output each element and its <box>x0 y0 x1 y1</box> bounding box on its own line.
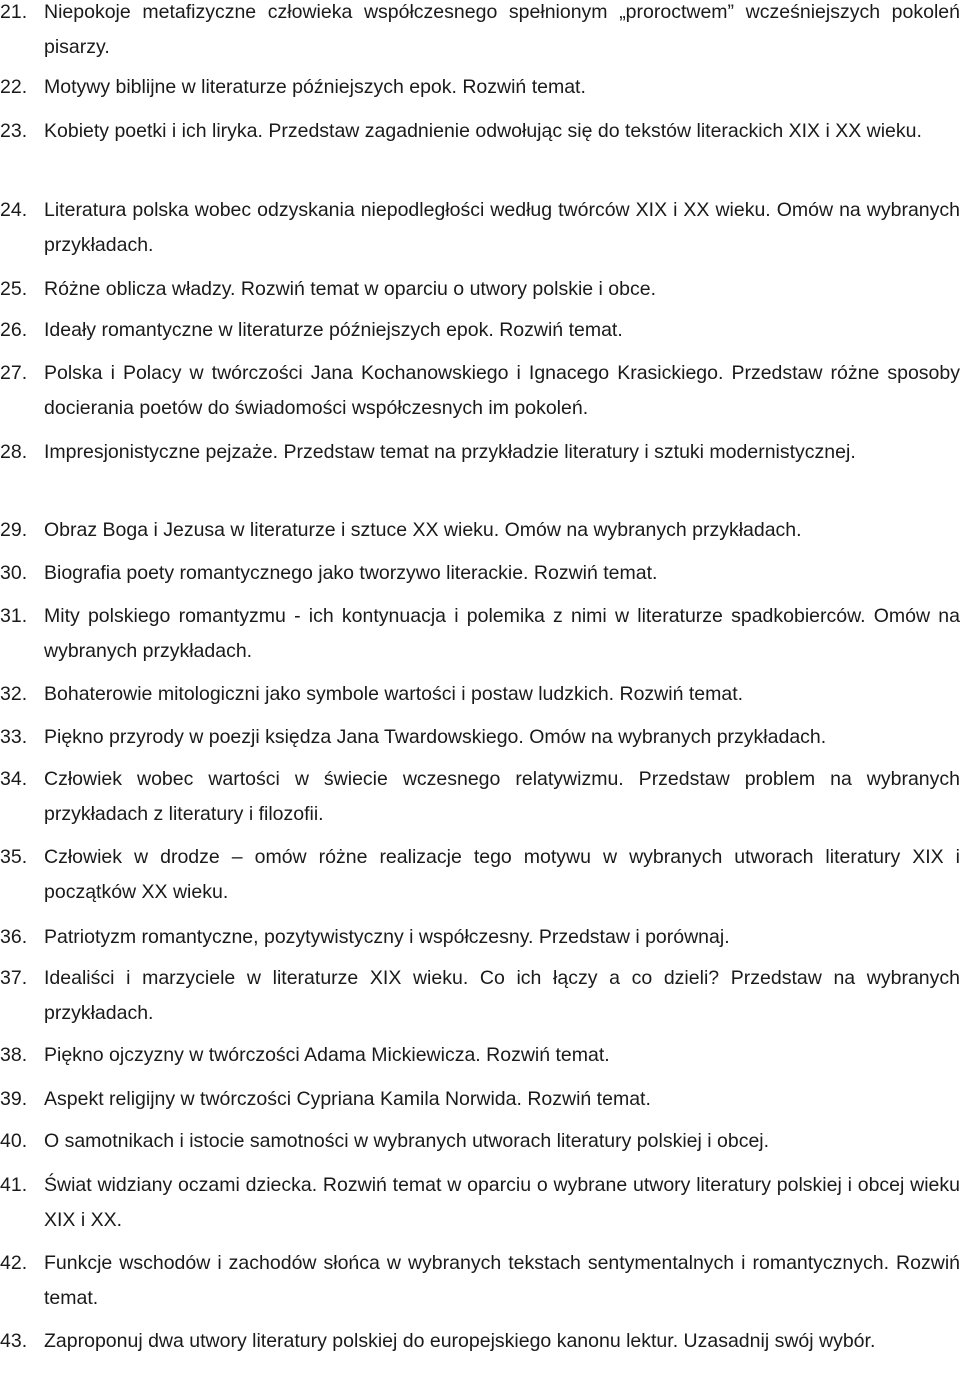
item-number: 33. <box>0 726 28 748</box>
item-number: 38. <box>0 1044 28 1066</box>
list-item <box>0 840 960 910</box>
list-item <box>0 556 960 591</box>
list-item <box>0 1246 960 1316</box>
item-text: Zaproponuj dwa utwory literatury polskiej do europejskiego kanonu lektur. Uzasadnij swój wybór. <box>44 1330 876 1352</box>
item-text: Bohaterowie mitologiczni jako symbole wartości i postaw ludzkich. Rozwiń temat. <box>44 683 744 705</box>
item-text: Człowiek wobec wartości w świecie wczesnego relatywizmu. Przedstaw problem na wybranych przykładach z literatury i filozofii. <box>44 768 960 825</box>
item-text: Obraz Boga i Jezusa w literaturze i sztuce XX wieku. Omów na wybranych przykładach. <box>44 519 802 541</box>
item-text: Biografia poety romantycznego jako tworzywo literackie. Rozwiń temat. <box>44 562 658 584</box>
item-text: Różne oblicza władzy. Rozwiń temat w oparciu o utwory polskie i obce. <box>44 278 656 300</box>
list-item <box>0 920 960 955</box>
item-number: 28. <box>0 441 28 463</box>
item-text: Polska i Polacy w twórczości Jana Kochanowskiego i Ignacego Krasickiego. Przedstaw różne sposoby docierania poetów do świadomości współczesnych im pokoleń. <box>44 362 960 419</box>
item-number: 24. <box>0 199 28 221</box>
list-item <box>0 70 960 105</box>
list-item <box>0 762 960 832</box>
list-item <box>0 356 960 426</box>
list-item <box>0 1124 960 1159</box>
item-number: 26. <box>0 319 28 341</box>
list-item <box>0 1038 960 1073</box>
item-text: Niepokoje metafizyczne człowieka współczesnego spełnionym „proroctwem” wcześniejszych pokoleń pisarzy. <box>44 1 960 58</box>
item-number: 32. <box>0 683 28 705</box>
item-text: Świat widziany oczami dziecka. Rozwiń temat w oparciu o wybrane utwory literatury polskiej i obcej wieku XIX i XX. <box>44 1174 960 1231</box>
item-text: Idealiści i marzyciele w literaturze XIX wieku. Co ich łączy a co dzieli? Przedstaw na wybranych przykładach. <box>44 967 960 1024</box>
list-item <box>0 961 960 1031</box>
list-item <box>0 513 960 548</box>
item-number: 39. <box>0 1088 28 1110</box>
item-number: 41. <box>0 1174 28 1196</box>
item-number: 34. <box>0 768 28 790</box>
item-number: 42. <box>0 1252 28 1274</box>
item-number: 22. <box>0 76 28 98</box>
list-item <box>0 720 960 755</box>
list-item <box>0 1168 960 1238</box>
item-number: 36. <box>0 926 28 948</box>
item-text: Piękno przyrody w poezji księdza Jana Twardowskiego. Omów na wybranych przykładach. <box>44 726 827 748</box>
list-item <box>0 599 960 669</box>
item-number: 25. <box>0 278 28 300</box>
item-number: 40. <box>0 1130 28 1152</box>
item-text: Funkcje wschodów i zachodów słońca w wybranych tekstach sentymentalnych i romantycznych. Rozwiń temat. <box>44 1252 960 1309</box>
item-text: Piękno ojczyzny w twórczości Adama Mickiewicza. Rozwiń temat. <box>44 1044 610 1066</box>
item-number: 21. <box>0 1 28 23</box>
item-number: 29. <box>0 519 28 541</box>
item-text: Kobiety poetki i ich liryka. Przedstaw zagadnienie odwołując się do tekstów literackich XIX i XX wieku. <box>44 120 922 142</box>
item-text: Ideały romantyczne w literaturze późniejszych epok. Rozwiń temat. <box>44 319 623 341</box>
list-item <box>0 272 960 307</box>
list-item <box>0 114 960 149</box>
list-item <box>0 0 960 65</box>
list-item <box>0 1324 960 1359</box>
list-item <box>0 1082 960 1117</box>
item-number: 30. <box>0 562 28 584</box>
item-number: 35. <box>0 846 28 868</box>
item-text: Aspekt religijny w twórczości Cypriana Kamila Norwida. Rozwiń temat. <box>44 1088 651 1110</box>
list-item <box>0 677 960 712</box>
item-text: Patriotyzm romantyczne, pozytywistyczny i współczesny. Przedstaw i porównaj. <box>44 926 730 948</box>
list-item <box>0 193 960 263</box>
item-text: Człowiek w drodze – omów różne realizacje tego motywu w wybranych utworach literatury XIX i początków XX wieku. <box>44 846 960 903</box>
list-item <box>0 435 960 470</box>
item-text: Mity polskiego romantyzmu - ich kontynuacja i polemika z nimi w literaturze spadkobierców. Omów na wybranych przykładach. <box>44 605 960 662</box>
item-text: O samotnikach i istocie samotności w wybranych utworach literatury polskiej i obcej. <box>44 1130 770 1152</box>
item-number: 23. <box>0 120 28 142</box>
item-text: Motywy biblijne w literaturze późniejszych epok. Rozwiń temat. <box>44 76 586 98</box>
list-item <box>0 313 960 348</box>
item-number: 43. <box>0 1330 28 1352</box>
item-number: 27. <box>0 362 28 384</box>
item-number: 31. <box>0 605 28 627</box>
item-text: Literatura polska wobec odzyskania niepodległości według twórców XIX i XX wieku. Omów na wybranych przykładach. <box>44 199 960 256</box>
item-number: 37. <box>0 967 28 989</box>
item-text: Impresjonistyczne pejzaże. Przedstaw temat na przykładzie literatury i sztuki modernistycznej. <box>44 441 856 463</box>
